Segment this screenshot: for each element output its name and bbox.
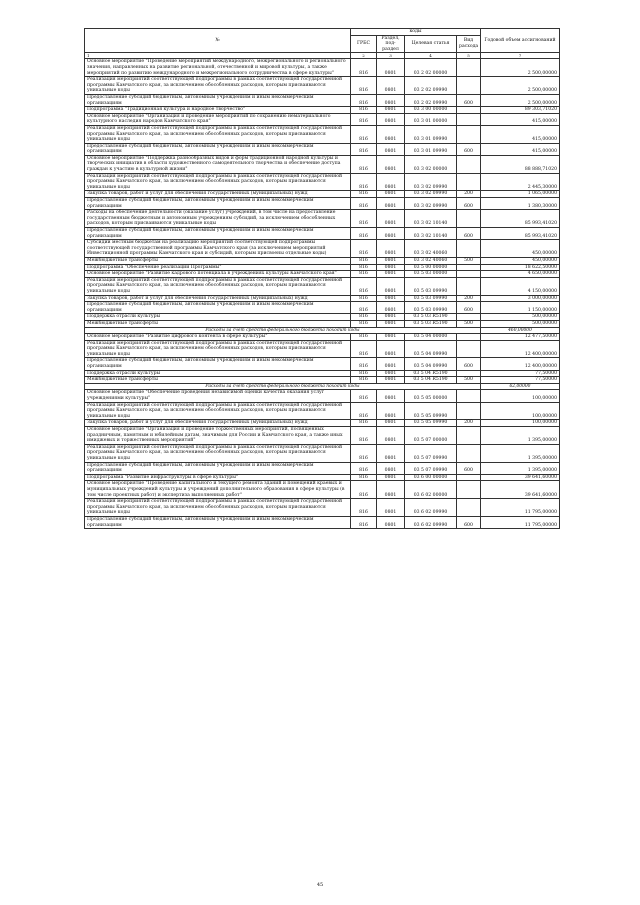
row-grbs: 816 <box>351 377 377 384</box>
table-row <box>85 271 560 278</box>
row-expense-type <box>457 271 481 278</box>
row-name: Расходы на обеспечение деятельности (оказание услуг) учреждений, в том числе на предоставление государственным бюджетным и автономным учреждениям субсидий, за исключением обособленных расходов, которым присваиваются уникальные коды <box>85 210 351 228</box>
row-name: Основное мероприятие "Организация и проведение мероприятий по сохранению нематериального культурного наследия народов Камчатского края" <box>85 113 351 125</box>
row-section: 0801 <box>377 444 405 462</box>
row-target-article: 03 5 04 00000 <box>405 334 457 341</box>
row-name: Предоставление субсидий бюджетным, автономным учреждениям и иным некоммерческим организациям <box>85 462 351 474</box>
row-target-article: 03 5 03 R5190 <box>405 314 457 321</box>
row-target-article: 03 6 02 09990 <box>405 499 457 517</box>
row-section: 0801 <box>377 228 405 240</box>
row-sum: 11 795,00000 <box>481 516 560 528</box>
row-name: Предоставление субсидий бюджетным, автономным учреждениям и иным некоммерческим организациям <box>85 198 351 210</box>
header-grbs: ГРБС <box>351 35 377 53</box>
header-num: № <box>85 29 351 53</box>
row-section: 0801 <box>377 264 405 271</box>
row-grbs: 816 <box>351 420 377 427</box>
row-expense-type: 600 <box>457 94 481 106</box>
row-section: 0801 <box>377 191 405 198</box>
table-row <box>85 370 560 377</box>
row-section: 0801 <box>377 402 405 420</box>
row-grbs: 816 <box>351 271 377 278</box>
row-sum: 3 000,00000 <box>481 295 560 302</box>
row-target-article: 03 3 02 09990 <box>405 173 457 191</box>
row-name: Реализация мероприятий соответствующей подпрограммы в рамках соответствующей государственной программы Камчатского края, за исключением обособленных расходов, которым присваиваются уникальные коды <box>85 340 351 358</box>
row-section: 0801 <box>377 370 405 377</box>
row-section: 0801 <box>377 390 405 402</box>
row-name: Межбюджетные трансферты <box>85 377 351 384</box>
row-grbs: 816 <box>351 198 377 210</box>
row-target-article: 03 5 03 00000 <box>405 271 457 278</box>
row-section: 0801 <box>377 340 405 358</box>
row-expense-type: 600 <box>457 358 481 370</box>
row-section: 0801 <box>377 462 405 474</box>
row-section: 0801 <box>377 107 405 114</box>
row-target-article: 03 3 02 00000 <box>405 155 457 173</box>
row-grbs: 816 <box>351 107 377 114</box>
row-name: Основное мероприятие "Поддержка разнообразных видов и форм традиционной народной культуры и творческих инициатив в области художественного самодеятельного творчества и обеспечение доступа граждан к участию в культурной жизни" <box>85 155 351 173</box>
row-sum: 415,00000 <box>481 125 560 143</box>
row-target-article: 03 5 03 09990 <box>405 302 457 314</box>
row-name: Предоставление субсидий бюджетным, автономным учреждениям и иным некоммерческим организациям <box>85 516 351 528</box>
row-name: Подпрограмма "Обеспечение реализации Программы" <box>85 264 351 271</box>
row-note: Расходы за счет средств федерального бюджета походит коды <box>85 383 481 390</box>
table-row <box>85 155 560 173</box>
row-sum: 1 150,00000 <box>481 302 560 314</box>
row-section: 0801 <box>377 59 405 77</box>
row-target-article: 03 5 04 R5190 <box>405 370 457 377</box>
table-row <box>85 264 560 271</box>
row-section: 0801 <box>377 210 405 228</box>
row-sum: 4 150,00000 <box>481 277 560 295</box>
row-sum: 77,50000 <box>481 377 560 384</box>
row-expense-type <box>457 370 481 377</box>
row-name: Межбюджетные трансферты <box>85 257 351 264</box>
row-grbs: 816 <box>351 320 377 327</box>
table-row <box>85 240 560 258</box>
row-sum: 500,00000 <box>481 320 560 327</box>
row-expense-type: 600 <box>457 462 481 474</box>
row-grbs: 816 <box>351 240 377 258</box>
row-name: Поддержка отрасли культуры <box>85 370 351 377</box>
row-name: Основное мероприятие "Развитие цифрового контента в сфере культуры" <box>85 334 351 341</box>
row-section: 0801 <box>377 198 405 210</box>
row-target-article: 03 3 01 09990 <box>405 143 457 155</box>
row-grbs: 816 <box>351 94 377 106</box>
table-row <box>85 499 560 517</box>
row-grbs: 816 <box>351 358 377 370</box>
row-grbs: 816 <box>351 125 377 143</box>
row-section: 0801 <box>377 427 405 445</box>
row-grbs: 816 <box>351 264 377 271</box>
row-target-article: 03 5 03 R5190 <box>405 320 457 327</box>
row-section: 0801 <box>377 173 405 191</box>
row-target-article: 03 5 07 09990 <box>405 462 457 474</box>
row-section: 0801 <box>377 302 405 314</box>
row-grbs: 816 <box>351 390 377 402</box>
note-row <box>85 383 560 390</box>
header-sum: Годовой объем ассигнований <box>481 29 560 53</box>
row-sum: 4 650,00000 <box>481 271 560 278</box>
row-expense-type <box>457 390 481 402</box>
table-row <box>85 198 560 210</box>
row-grbs: 816 <box>351 228 377 240</box>
row-name: Основное мероприятие "Организация и проведение торжественных мероприятий, посвященных праздничным, памятным и юбилейным датам, значимым для России и Камчатского края, а также иных имиджевых и торжественных мероприятий" <box>85 427 351 445</box>
row-name: Реализация мероприятий соответствующей подпрограммы в рамках соответствующей государственной программы Камчатского края, за исключением обособленных расходов, которым присваиваются уникальные коды <box>85 173 351 191</box>
row-sum: 2 445,30000 <box>481 173 560 191</box>
row-sum: 460,00000 <box>481 327 560 334</box>
row-target-article: 03 5 04 09990 <box>405 358 457 370</box>
row-name: Реализация мероприятий соответствующей подпрограммы в рамках соответствующей государственной программы Камчатского края, за исключением обособленных расходов, которым присваиваются уникальные коды <box>85 277 351 295</box>
row-sum: 89 303,71020 <box>481 107 560 114</box>
header-cs: Целевая статья <box>405 35 457 53</box>
row-expense-type <box>457 481 481 499</box>
row-grbs: 816 <box>351 334 377 341</box>
row-sum: 450,00000 <box>481 257 560 264</box>
row-name: Подпрограмма "Традиционная культура и народное творчество" <box>85 107 351 114</box>
table-row <box>85 427 560 445</box>
row-target-article: 03 6 02 00000 <box>405 481 457 499</box>
row-section: 0801 <box>377 271 405 278</box>
row-target-article: 03 3 02 09990 <box>405 191 457 198</box>
row-section: 0801 <box>377 295 405 302</box>
row-expense-type: 600 <box>457 198 481 210</box>
row-sum: 1 395,00000 <box>481 427 560 445</box>
row-sum: 100,00000 <box>481 402 560 420</box>
col-number: 7 <box>481 53 560 59</box>
table-row <box>85 390 560 402</box>
row-section: 0801 <box>377 143 405 155</box>
row-expense-type: 600 <box>457 143 481 155</box>
row-target-article: 03 5 03 09990 <box>405 295 457 302</box>
row-sum: 100,00000 <box>481 420 560 427</box>
row-section: 0801 <box>377 240 405 258</box>
row-section: 0801 <box>377 420 405 427</box>
row-sum: 2 500,00000 <box>481 59 560 77</box>
row-sum: 12 400,00000 <box>481 358 560 370</box>
row-expense-type: 500 <box>457 377 481 384</box>
row-target-article: 03 3 02 10140 <box>405 228 457 240</box>
row-section: 0801 <box>377 314 405 321</box>
row-target-article: 03 3 01 09990 <box>405 125 457 143</box>
row-grbs: 816 <box>351 210 377 228</box>
row-grbs: 816 <box>351 113 377 125</box>
row-grbs: 816 <box>351 173 377 191</box>
row-grbs: 816 <box>351 481 377 499</box>
row-expense-type <box>457 173 481 191</box>
table-row <box>85 295 560 302</box>
row-expense-type: 600 <box>457 516 481 528</box>
table-row <box>85 320 560 327</box>
col-number: 5 <box>457 53 481 59</box>
row-expense-type <box>457 107 481 114</box>
table-row <box>85 210 560 228</box>
row-grbs: 816 <box>351 462 377 474</box>
row-target-article: 03 3 02 10140 <box>405 210 457 228</box>
row-expense-type: 200 <box>457 191 481 198</box>
row-expense-type <box>457 155 481 173</box>
row-name: Субсидии местным бюджетам на реализацию мероприятий соответствующей подпрограммы соответствующей государственной программы Камчатского края (за исключением мероприятий Инвестиционной программы Камчатского края и субсидий, которым присвоены отдельные коды) <box>85 240 351 258</box>
row-name: Закупка товаров, работ и услуг для обеспечения государственных (муниципальных) нужд <box>85 191 351 198</box>
row-sum: 77,50000 <box>481 370 560 377</box>
row-grbs: 816 <box>351 77 377 95</box>
table-row <box>85 107 560 114</box>
row-sum: 1 065,00000 <box>481 191 560 198</box>
table-row <box>85 173 560 191</box>
row-name: Основное мероприятие "Обеспечение проведения независимой оценки качества оказания услуг учреждениями культуры" <box>85 390 351 402</box>
table-row <box>85 481 560 499</box>
row-expense-type <box>457 277 481 295</box>
row-sum: 1 395,00000 <box>481 462 560 474</box>
row-sum: 88 888,71020 <box>481 155 560 173</box>
row-name: Поддержка отрасли культуры <box>85 314 351 321</box>
row-name: Основное мероприятие "Развитие кадрового потенциала в учреждениях культуры Камчатского края" <box>85 271 351 278</box>
table-row <box>85 358 560 370</box>
row-section: 0801 <box>377 125 405 143</box>
row-target-article: 03 5 03 09990 <box>405 277 457 295</box>
row-target-article: 03 5 04 09990 <box>405 340 457 358</box>
row-grbs: 816 <box>351 370 377 377</box>
row-name: Реализация мероприятий соответствующей подпрограммы в рамках соответствующей государственной программы Камчатского края, за исключением обособленных расходов, которым присваиваются уникальные коды <box>85 402 351 420</box>
row-name: Реализация мероприятий соответствующей подпрограммы в рамках соответствующей государственной программы Камчатского края, за исключением обособленных расходов, которым присваиваются уникальные коды <box>85 499 351 517</box>
row-expense-type <box>457 264 481 271</box>
row-grbs: 816 <box>351 340 377 358</box>
row-sum: 415,00000 <box>481 143 560 155</box>
row-grbs: 816 <box>351 499 377 517</box>
row-section: 0801 <box>377 277 405 295</box>
row-target-article: 03 5 05 09990 <box>405 420 457 427</box>
table-row <box>85 277 560 295</box>
row-section: 0801 <box>377 358 405 370</box>
row-sum: 1 395,00000 <box>481 444 560 462</box>
row-sum: 100,00000 <box>481 390 560 402</box>
row-sum: 85 993,41020 <box>481 228 560 240</box>
header-vr: Вид расхода <box>457 35 481 53</box>
row-sum: 85 993,41020 <box>481 210 560 228</box>
row-section: 0801 <box>377 77 405 95</box>
row-grbs: 816 <box>351 314 377 321</box>
row-grbs: 816 <box>351 474 377 481</box>
row-name: Межбюджетные трансферты <box>85 320 351 327</box>
row-target-article: 03 3 01 00000 <box>405 113 457 125</box>
row-grbs: 816 <box>351 143 377 155</box>
table-row <box>85 516 560 528</box>
header-codes: коды <box>351 29 481 36</box>
row-expense-type <box>457 113 481 125</box>
col-number: 2 <box>351 53 377 59</box>
row-name: Закупка товаров, работ и услуг для обеспечения государственных (муниципальных) нужд <box>85 420 351 427</box>
row-target-article: 03 2 02 09990 <box>405 77 457 95</box>
table-row <box>85 340 560 358</box>
table-row <box>85 462 560 474</box>
row-note: Расходы за счет средств федерального бюджета походит коды <box>85 327 481 334</box>
row-target-article: 03 5 05 09990 <box>405 402 457 420</box>
row-grbs: 816 <box>351 257 377 264</box>
row-expense-type <box>457 340 481 358</box>
row-target-article: 03 2 02 09990 <box>405 94 457 106</box>
header-rzpr: Раздел, под-раздел <box>377 35 405 53</box>
row-sum: 39 641,60000 <box>481 481 560 499</box>
row-expense-type <box>457 334 481 341</box>
row-sum: 450,00000 <box>481 240 560 258</box>
row-section: 0801 <box>377 516 405 528</box>
row-sum: 62,00000 <box>481 383 560 390</box>
table-row <box>85 94 560 106</box>
row-target-article: 03 3 02 40060 <box>405 257 457 264</box>
row-section: 0801 <box>377 155 405 173</box>
table-row <box>85 191 560 198</box>
table-row <box>85 444 560 462</box>
row-target-article: 03 5 00 00000 <box>405 264 457 271</box>
row-section: 0801 <box>377 474 405 481</box>
row-section: 0801 <box>377 113 405 125</box>
row-expense-type: 200 <box>457 420 481 427</box>
row-name: Реализация мероприятий соответствующей подпрограммы в рамках соответствующей государственной программы Камчатского края, за исключением обособленных расходов, которым присваиваются уникальные коды <box>85 444 351 462</box>
header-row-1 <box>85 29 560 36</box>
row-grbs: 816 <box>351 516 377 528</box>
table-row <box>85 143 560 155</box>
row-name: Предоставление субсидий бюджетным, автономным учреждениям и иным некоммерческим организациям <box>85 228 351 240</box>
table-row <box>85 314 560 321</box>
row-expense-type <box>457 402 481 420</box>
col-number: 3 <box>377 53 405 59</box>
row-grbs: 816 <box>351 59 377 77</box>
row-expense-type <box>457 499 481 517</box>
row-expense-type: 600 <box>457 228 481 240</box>
row-name: Подпрограмма "Развитие инфраструктуры в сфере культуры" <box>85 474 351 481</box>
row-section: 0801 <box>377 499 405 517</box>
row-target-article: 03 2 02 00000 <box>405 59 457 77</box>
table-row <box>85 257 560 264</box>
row-expense-type <box>457 77 481 95</box>
row-expense-type <box>457 314 481 321</box>
row-target-article: 03 6 00 00000 <box>405 474 457 481</box>
row-name: Реализация мероприятий соответствующей подпрограммы в рамках соответствующей государственной программы Камчатского края, за исключением обособленных расходов, которым присваиваются уникальные коды <box>85 77 351 95</box>
budget-table <box>84 28 560 529</box>
row-sum: 500,00000 <box>481 314 560 321</box>
row-target-article: 03 5 05 00000 <box>405 390 457 402</box>
row-sum: 415,00000 <box>481 113 560 125</box>
page-number: 45 <box>316 882 324 888</box>
row-expense-type <box>457 210 481 228</box>
table-row <box>85 377 560 384</box>
col-number: 4 <box>405 53 457 59</box>
row-section: 0801 <box>377 377 405 384</box>
row-name: Реализация мероприятий соответствующей подпрограммы в рамках соответствующей государственной программы Камчатского края, за исключением обособленных расходов, которым присваиваются уникальные коды <box>85 125 351 143</box>
row-target-article: 03 3 02 40060 <box>405 240 457 258</box>
row-name: Закупка товаров, работ и услуг для обеспечения государственных (муниципальных) нужд <box>85 295 351 302</box>
row-section: 0801 <box>377 257 405 264</box>
row-name: Предоставление субсидий бюджетным, автономным учреждениям и иным некоммерческим организациям <box>85 302 351 314</box>
document-page <box>84 28 559 529</box>
table-row <box>85 113 560 125</box>
table-row <box>85 334 560 341</box>
row-target-article: 03 6 02 09990 <box>405 516 457 528</box>
row-expense-type <box>457 444 481 462</box>
row-grbs: 816 <box>351 295 377 302</box>
row-name: Предоставление субсидий бюджетным, автономным учреждениям и иным некоммерческим организациям <box>85 94 351 106</box>
row-grbs: 816 <box>351 444 377 462</box>
row-target-article: 03 5 07 09990 <box>405 444 457 462</box>
table-row <box>85 77 560 95</box>
table-row <box>85 302 560 314</box>
row-name: Основное мероприятие "Проведение капитального и текущего ремонта зданий и помещений краевых и муниципальных учреждений культуры и учреждений дополнительного образования в сфере культуры (в том числе проектных работ) и экспертиза выполненных работ" <box>85 481 351 499</box>
row-section: 0801 <box>377 94 405 106</box>
row-name: Предоставление субсидий бюджетным, автономным учреждениям и иным некоммерческим организациям <box>85 358 351 370</box>
row-expense-type <box>457 240 481 258</box>
row-expense-type: 600 <box>457 302 481 314</box>
row-sum: 2 500,00000 <box>481 77 560 95</box>
row-expense-type <box>457 125 481 143</box>
row-expense-type <box>457 427 481 445</box>
row-sum: 39 641,60000 <box>481 474 560 481</box>
row-sum: 18 622,50000 <box>481 264 560 271</box>
note-row <box>85 327 560 334</box>
row-expense-type: 500 <box>457 320 481 327</box>
table-row <box>85 402 560 420</box>
row-grbs: 816 <box>351 191 377 198</box>
col-number: 1 <box>85 53 351 59</box>
row-grbs: 816 <box>351 402 377 420</box>
row-name: Предоставление субсидий бюджетным, автономным учреждениям и иным некоммерческим организациям <box>85 143 351 155</box>
row-target-article: 03 5 07 00000 <box>405 427 457 445</box>
row-section: 0801 <box>377 320 405 327</box>
row-target-article: 03 3 00 00000 <box>405 107 457 114</box>
row-section: 0801 <box>377 334 405 341</box>
table-row <box>85 420 560 427</box>
row-grbs: 816 <box>351 277 377 295</box>
row-section: 0801 <box>377 481 405 499</box>
row-target-article: 03 3 02 09990 <box>405 198 457 210</box>
row-expense-type: 200 <box>457 295 481 302</box>
row-expense-type: 500 <box>457 257 481 264</box>
row-grbs: 816 <box>351 155 377 173</box>
table-row <box>85 228 560 240</box>
row-grbs: 816 <box>351 302 377 314</box>
row-sum: 12 477,50000 <box>481 334 560 341</box>
row-sum: 1 380,30000 <box>481 198 560 210</box>
row-target-article: 03 5 04 R5190 <box>405 377 457 384</box>
row-sum: 2 500,00000 <box>481 94 560 106</box>
row-grbs: 816 <box>351 427 377 445</box>
table-row <box>85 474 560 481</box>
row-sum: 11 795,00000 <box>481 499 560 517</box>
table-row <box>85 59 560 77</box>
row-name: Основное мероприятие "Проведение мероприятий международного, межрегионального и регионального значения, направленных на развитие региональной, отечественной и мировой культуры, а также мероприятий по развитию международного и межрегионального сотрудничества в сфере культуры" <box>85 59 351 77</box>
row-sum: 12 400,00000 <box>481 340 560 358</box>
row-expense-type <box>457 59 481 77</box>
table-row <box>85 125 560 143</box>
row-expense-type <box>457 474 481 481</box>
